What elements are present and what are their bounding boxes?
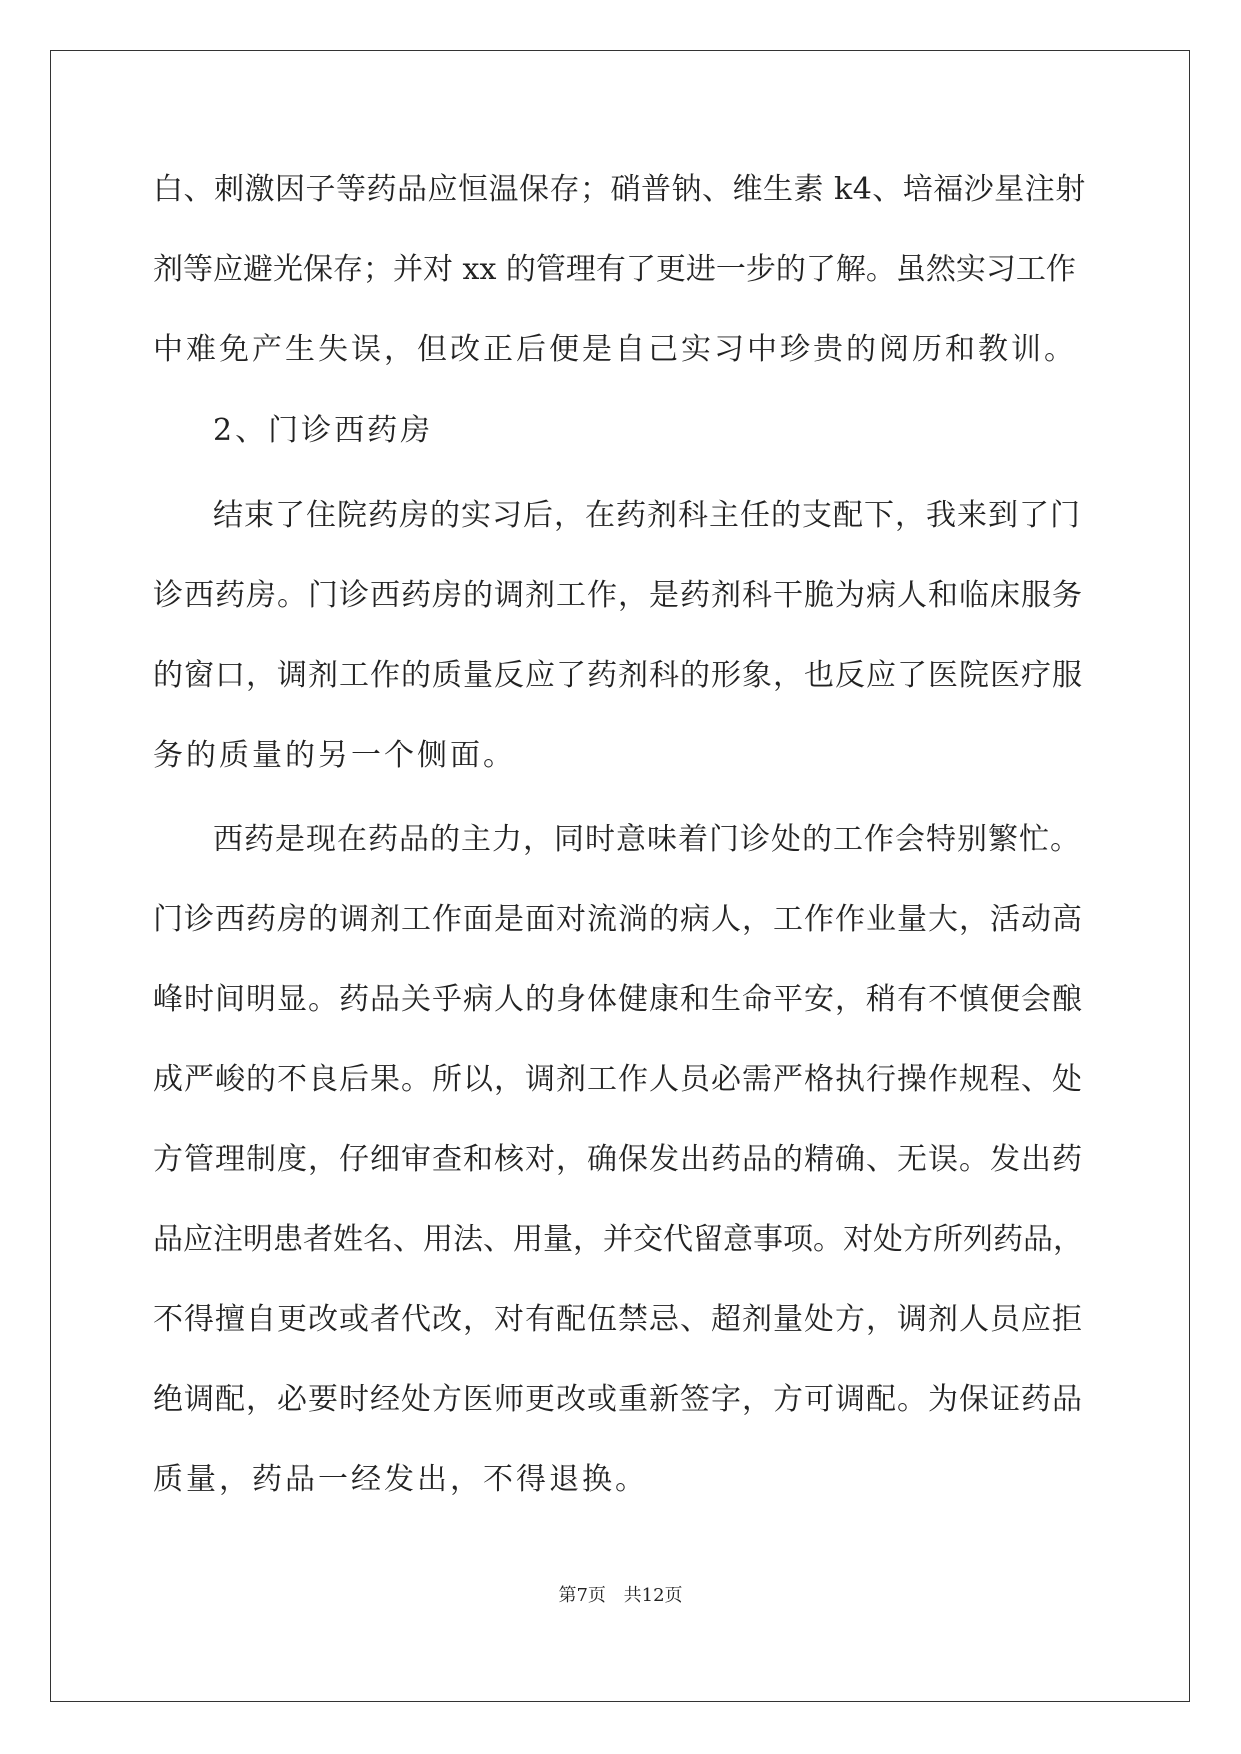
page-footer xyxy=(0,1584,1241,1608)
text-line: 西药是现在药品的主力，同时意味着门诊处的工作会特别繁忙。 xyxy=(213,822,1081,857)
text-line: 成严峻的不良后果。所以，调剂工作人员必需严格执行操作规程、处 xyxy=(153,1062,1083,1097)
text-line: 结束了住院药房的实习后，在药剂科主任的支配下，我来到了门 xyxy=(213,498,1081,533)
text-line: 务的质量的另一个侧面。 xyxy=(153,738,516,773)
section-heading: 2、门诊西药房 xyxy=(213,413,434,448)
page-total: 共12页 xyxy=(623,1585,683,1606)
text-line: 白、刺激因子等药品应恒温保存；硝普钠、维生素 k4、培福沙星注射 xyxy=(153,172,1086,207)
text-line: 质量，药品一经发出，不得退换。 xyxy=(153,1462,648,1497)
text-line: 门诊西药房的调剂工作面是面对流淌的病人，工作作业量大，活动高 xyxy=(153,902,1083,937)
text-line: 绝调配，必要时经处方医师更改或重新签字，方可调配。为保证药品 xyxy=(153,1382,1083,1417)
page-number: 第7页 xyxy=(558,1585,606,1606)
text-line: 剂等应避光保存；并对 xx 的管理有了更进一步的了解。虽然实习工作 xyxy=(153,252,1076,287)
text-line: 方管理制度，仔细审查和核对，确保发出药品的精确、无误。发出药 xyxy=(153,1142,1083,1177)
text-line: 峰时间明显。药品关乎病人的身体健康和生命平安，稍有不慎便会酿 xyxy=(153,982,1083,1017)
text-line: 诊西药房。门诊西药房的调剂工作，是药剂科干脆为病人和临床服务 xyxy=(153,578,1083,613)
text-line: 中难免产生失误，但改正后便是自己实习中珍贵的阅历和教训。 xyxy=(153,332,1077,367)
text-line: 不得擅自更改或者代改，对有配伍禁忌、超剂量处方，调剂人员应拒 xyxy=(153,1302,1083,1337)
page-border xyxy=(50,50,1190,1702)
text-line: 的窗口，调剂工作的质量反应了药剂科的形象，也反应了医院医疗服 xyxy=(153,658,1083,693)
text-line: 品应注明患者姓名、用法、用量，并交代留意事项。对处方所列药品， xyxy=(153,1222,1083,1257)
